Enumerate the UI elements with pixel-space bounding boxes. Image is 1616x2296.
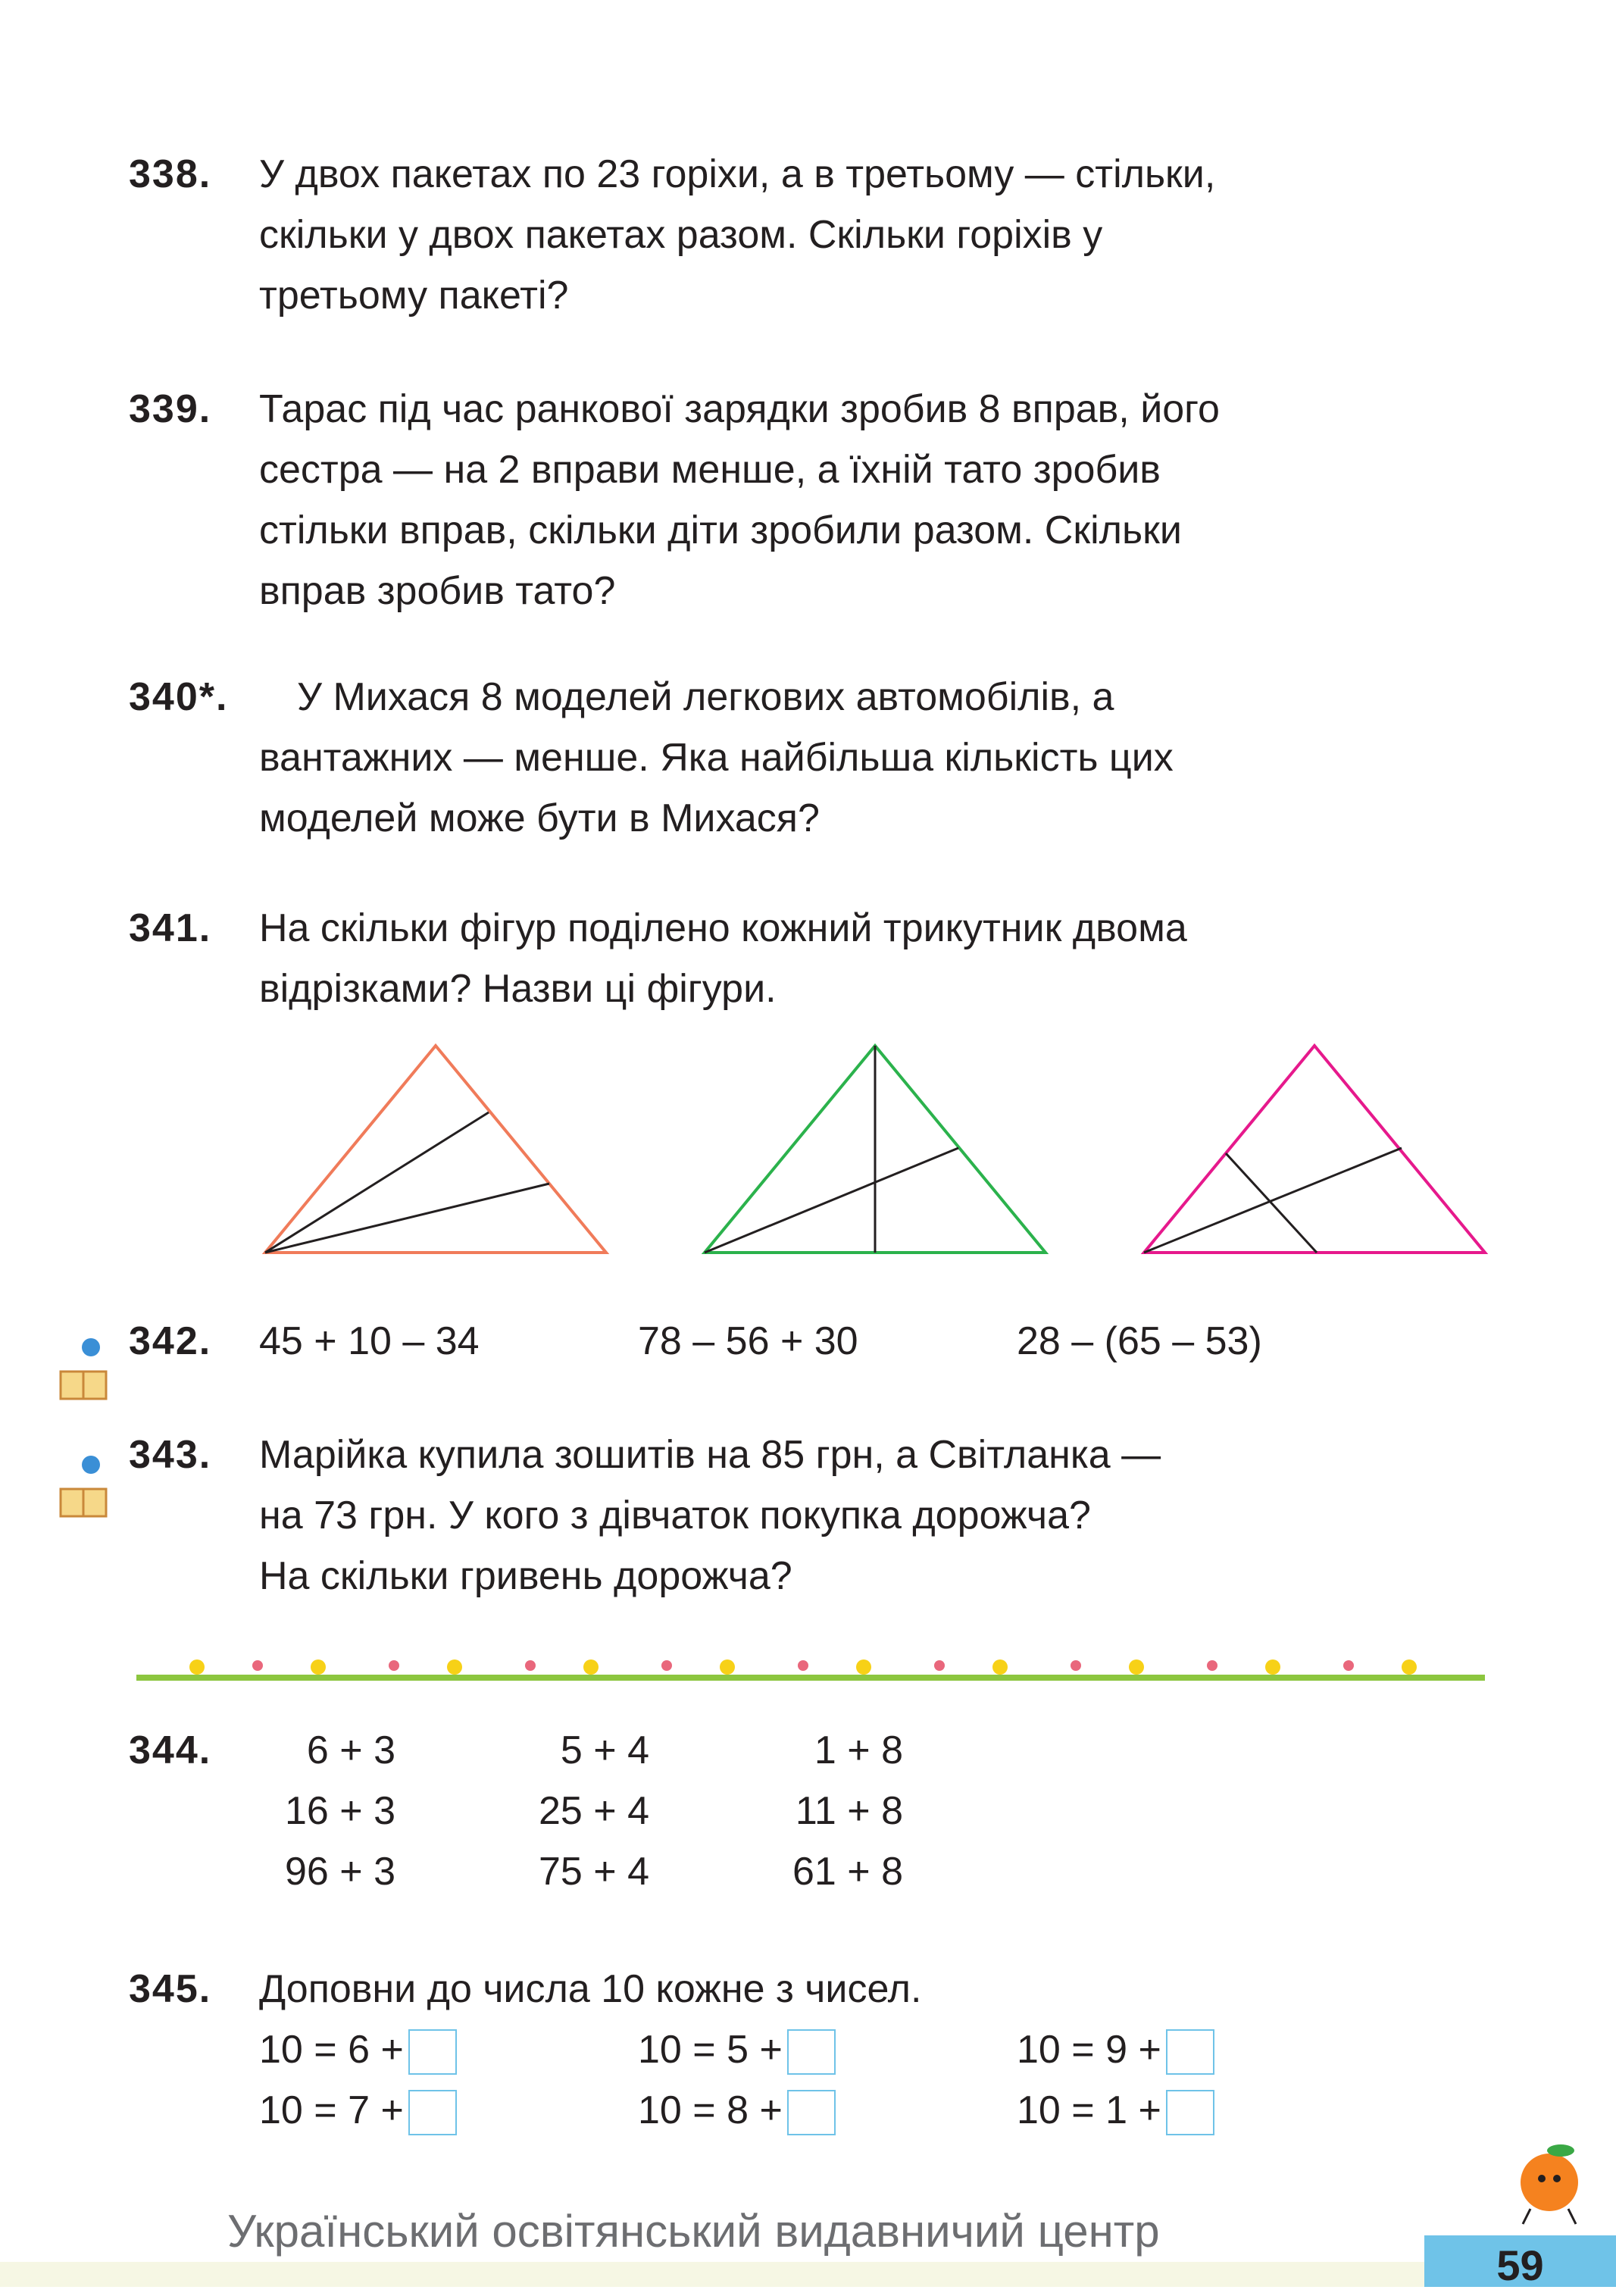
task-text-line: відрізками? Назви ці фігури. xyxy=(259,967,777,1011)
task-text-line: У двох пакетах по 23 горіхи, а в третьому — стільки, xyxy=(259,152,1216,196)
task-number: 344. xyxy=(129,1728,212,1772)
task-text-line: третьому пакеті? xyxy=(259,274,569,317)
task-number: 338. xyxy=(129,152,212,196)
expression: 78 – 56 + 30 xyxy=(638,1319,858,1363)
task-345 xyxy=(129,1959,1493,2141)
task-339 xyxy=(129,379,1493,621)
task-text-line: У Михася 8 моделей легкових автомобілів, а xyxy=(297,675,1114,719)
task-text-line: На скільки гривень дорожча? xyxy=(259,1554,792,1598)
grass-border-decoration xyxy=(136,1644,1485,1690)
task-number: 339. xyxy=(129,387,212,431)
triangle-2 xyxy=(705,1046,1046,1253)
task-number: 343. xyxy=(129,1433,212,1477)
answer-box[interactable] xyxy=(787,2029,836,2075)
task-text-line: стільки вправ, скільки діти зробили разом. Скільки xyxy=(259,508,1182,552)
answer-box[interactable] xyxy=(1166,2090,1214,2135)
workbook-icon xyxy=(57,1318,110,1402)
orange-mascot-icon xyxy=(1508,2137,1591,2228)
answer-box[interactable] xyxy=(408,2029,457,2075)
expression: 5 + 4 xyxy=(560,1728,649,1772)
task-341 xyxy=(129,898,1493,1019)
task-text-line: сестра — на 2 вправи менше, а їхній тато зробив xyxy=(259,448,1161,492)
task-342 xyxy=(129,1311,1493,1372)
equation: 10 = 9 + xyxy=(1017,2028,1161,2072)
expression: 16 + 3 xyxy=(284,1789,395,1833)
equation: 10 = 8 + xyxy=(638,2088,783,2132)
task-text-line: Марійка купила зошитів на 85 грн, а Світланка — xyxy=(259,1433,1161,1477)
expression: 11 + 8 xyxy=(795,1789,903,1833)
task-number: 340*. xyxy=(129,675,229,719)
equation: 10 = 7 + xyxy=(259,2088,404,2132)
expression: 1 + 8 xyxy=(814,1728,903,1772)
triangles-figure xyxy=(0,1031,1616,1265)
task-338 xyxy=(129,144,1493,326)
task-text-line: моделей може бути в Михася? xyxy=(259,796,820,840)
task-text-line: Тарас під час ранкової зарядки зробив 8 вправ, його xyxy=(259,387,1220,431)
expression: 25 + 4 xyxy=(538,1789,649,1833)
equation: 10 = 5 + xyxy=(638,2028,783,2072)
expression: 75 + 4 xyxy=(538,1850,649,1894)
triangle-1 xyxy=(265,1046,606,1253)
equation: 10 = 1 + xyxy=(1017,2088,1161,2132)
expression: 6 + 3 xyxy=(306,1728,395,1772)
expression: 28 – (65 – 53) xyxy=(1017,1319,1262,1363)
expression: 96 + 3 xyxy=(284,1850,395,1894)
task-number: 342. xyxy=(129,1319,212,1363)
task-text-line: вправ зробив тато? xyxy=(259,569,616,613)
task-text-line: вантажних — менше. Яка найбільша кількість цих xyxy=(259,736,1174,780)
answer-box[interactable] xyxy=(787,2090,836,2135)
answer-box[interactable] xyxy=(1166,2029,1214,2075)
task-340 xyxy=(129,667,1493,849)
workbook-icon xyxy=(57,1436,110,1519)
answer-box[interactable] xyxy=(408,2090,457,2135)
expression: 61 + 8 xyxy=(792,1850,903,1894)
expression-row xyxy=(259,1720,1493,1781)
page-number: 59 xyxy=(1424,2235,1616,2287)
task-344 xyxy=(129,1720,1493,1902)
task-text-line: на 73 грн. У кого з дівчаток покупка дорожча? xyxy=(259,1494,1091,1537)
publisher-name: Український освітянський видавничий центр xyxy=(227,2206,1160,2257)
bottom-strip xyxy=(0,2262,1424,2287)
equation: 10 = 6 + xyxy=(259,2028,404,2072)
task-number: 341. xyxy=(129,906,212,950)
task-text-line: На скільки фігур поділено кожний трикутник двома xyxy=(259,906,1187,950)
task-instruction: Доповни до числа 10 кожне з чисел. xyxy=(259,1967,922,2011)
task-number: 345. xyxy=(129,1967,212,2011)
task-343 xyxy=(129,1425,1493,1606)
expression-row xyxy=(259,1841,1493,1902)
equation-row xyxy=(259,2019,1493,2080)
expression: 45 + 10 – 34 xyxy=(259,1319,480,1363)
triangle-3 xyxy=(1144,1046,1485,1253)
expression-row xyxy=(259,1781,1493,1841)
equation-row xyxy=(259,2080,1493,2141)
task-text-line: скільки у двох пакетах разом. Скільки горіхів у xyxy=(259,213,1103,257)
